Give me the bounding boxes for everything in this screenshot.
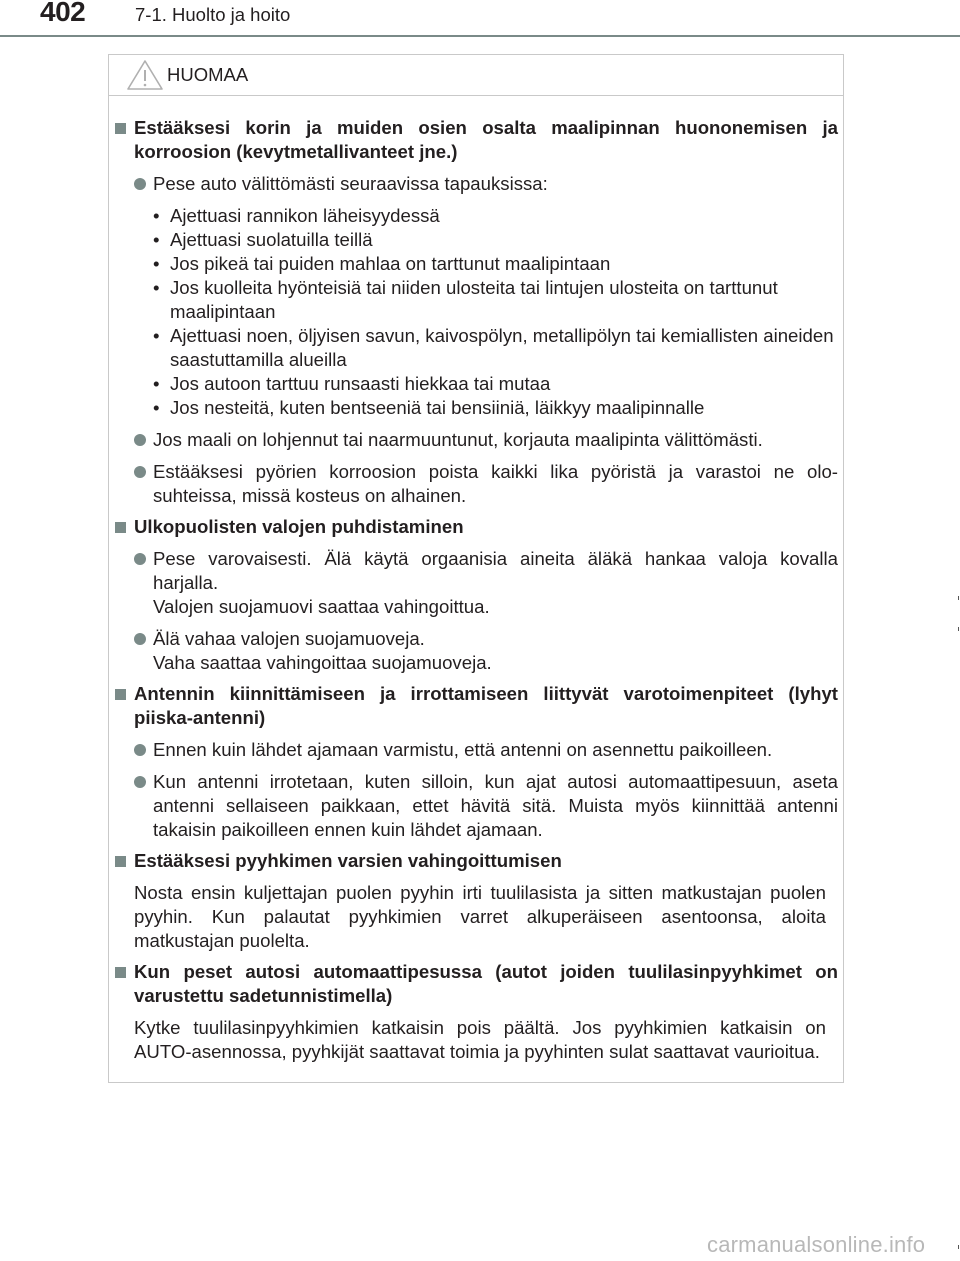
notice-header bbox=[109, 55, 843, 93]
header-rule bbox=[0, 35, 960, 37]
list-item bbox=[134, 770, 838, 842]
section-car-wash bbox=[115, 960, 838, 1064]
section-antenna bbox=[115, 682, 838, 842]
list-item bbox=[134, 547, 838, 619]
item-text: Kun antenni irrotetaan, kuten silloin, kun ajat autosi automaattipesuun, aseta antenni sellaiseen paikkaan, ettet hävitä sitä. Muista myös kiinnittää antenni takaisin paikoilleen ennen kuin lähdet ajamaan. bbox=[153, 771, 838, 840]
list-item bbox=[134, 172, 838, 196]
section-marker-icon bbox=[115, 522, 126, 533]
section-paragraph: Kytke tuulilasinpyyhkimien katkaisin pois päältä. Jos pyyhkimien katkaisin on AUTO-asennossa, pyyhkijät saattavat toimia ja pyyhinten sulat saattavat vaurioitua. bbox=[134, 1017, 826, 1062]
notice-box bbox=[108, 54, 844, 1083]
section-marker-icon bbox=[115, 856, 126, 867]
section-title: Kun peset autosi automaattipesussa (autot joiden tuulilasinpyyhkimet on varustettu sadetunnistimella) bbox=[134, 961, 838, 1006]
bullet-dot-icon bbox=[134, 633, 146, 645]
notice-divider bbox=[109, 95, 843, 96]
bullet-item: • Ajettuasi noen, öljyisen savun, kaivospölyn, metallipölyn tai kemiallisten aineiden saastuttamilla alueilla bbox=[153, 324, 838, 372]
page-number: 402 bbox=[40, 0, 86, 27]
bullet-dot-icon bbox=[134, 466, 146, 478]
bullet-item: • Ajettuasi suolatuilla teillä bbox=[153, 228, 838, 252]
section-title: Estääksesi pyyhkimen varsien vahingoittumisen bbox=[134, 850, 562, 871]
notice-body bbox=[115, 116, 838, 1071]
list-item bbox=[134, 627, 838, 675]
list-item bbox=[134, 738, 838, 762]
section-title: Estääksesi korin ja muiden osien osalta maalipinnan huononemisen ja korroosion (kevytmetallivanteet jne.) bbox=[134, 117, 838, 162]
section-marker-icon bbox=[115, 967, 126, 978]
bullet-dot-icon bbox=[134, 434, 146, 446]
item-text: Pese auto välittömästi seuraavissa tapauksissa: bbox=[153, 173, 548, 194]
item-note: Vaha saattaa vahingoittaa suojamuoveja. bbox=[153, 652, 492, 673]
bullet-item: • Jos pikeä tai puiden mahlaa on tarttunut maalipintaan bbox=[153, 252, 838, 276]
section-title: Ulkopuolisten valojen puhdistaminen bbox=[134, 516, 464, 537]
item-text: Estääksesi pyörien korroosion poista kaikki lika pyöristä ja varastoi ne olosuhteissa, missä kosteus on alhainen. bbox=[153, 461, 838, 506]
section-paint-corrosion bbox=[115, 116, 838, 508]
section-paragraph: Nosta ensin kuljettajan puolen pyyhin irti tuulilasista ja sitten matkustajan puolen pyyhin. Kun palautat pyyhkimien varret alkuperäiseen asentoonsa, aloita matkustajan puolelta. bbox=[134, 882, 826, 951]
bullet-list bbox=[134, 204, 838, 420]
bullet-dot-icon bbox=[134, 178, 146, 190]
crop-mark bbox=[958, 596, 959, 600]
section-wiper-arms bbox=[115, 849, 838, 953]
item-text: Älä vahaa valojen suojamuoveja. bbox=[153, 628, 425, 649]
page-header bbox=[0, 0, 960, 40]
bullet-item: • Jos nesteitä, kuten bentseeniä tai bensiiniä, läikkyy maalipinnalle bbox=[153, 396, 838, 420]
bullet-item: • Jos kuolleita hyönteisiä tai niiden ulosteita tai lintujen ulosteita on tarttunut maalipintaan bbox=[153, 276, 838, 324]
list-item bbox=[134, 428, 838, 452]
crop-mark bbox=[958, 627, 959, 631]
watermark: carmanualsonline.info bbox=[707, 1232, 926, 1257]
bullet-dot-icon bbox=[134, 744, 146, 756]
section-marker-icon bbox=[115, 123, 126, 134]
item-text: Pese varovaisesti. Älä käytä orgaanisia aineita äläkä hankaa valoja kovalla harjalla. bbox=[153, 548, 838, 593]
section-title: Antennin kiinnittämiseen ja irrottamiseen liittyvät varotoimenpiteet (lyhyt piiska-antenni) bbox=[134, 683, 838, 728]
crop-mark bbox=[958, 1245, 959, 1249]
chapter-title: 7-1. Huolto ja hoito bbox=[135, 4, 291, 25]
item-text: Jos maali on lohjennut tai naarmuuntunut, korjauta maalipinta välittömästi. bbox=[153, 429, 763, 450]
warning-triangle-icon bbox=[126, 59, 164, 91]
section-marker-icon bbox=[115, 689, 126, 700]
item-note: Valojen suojamuovi saattaa vahingoittua. bbox=[153, 596, 490, 617]
bullet-dot-icon bbox=[134, 776, 146, 788]
bullet-item: • Jos autoon tarttuu runsaasti hiekkaa tai mutaa bbox=[153, 372, 838, 396]
bullet-item: • Ajettuasi rannikon läheisyydessä bbox=[153, 204, 838, 228]
bullet-dot-icon bbox=[134, 553, 146, 565]
list-item bbox=[134, 460, 838, 508]
notice-title: HUOMAA bbox=[167, 64, 249, 85]
section-exterior-lights bbox=[115, 515, 838, 675]
item-text: Ennen kuin lähdet ajamaan varmistu, että antenni on asennettu paikoilleen. bbox=[153, 739, 773, 760]
